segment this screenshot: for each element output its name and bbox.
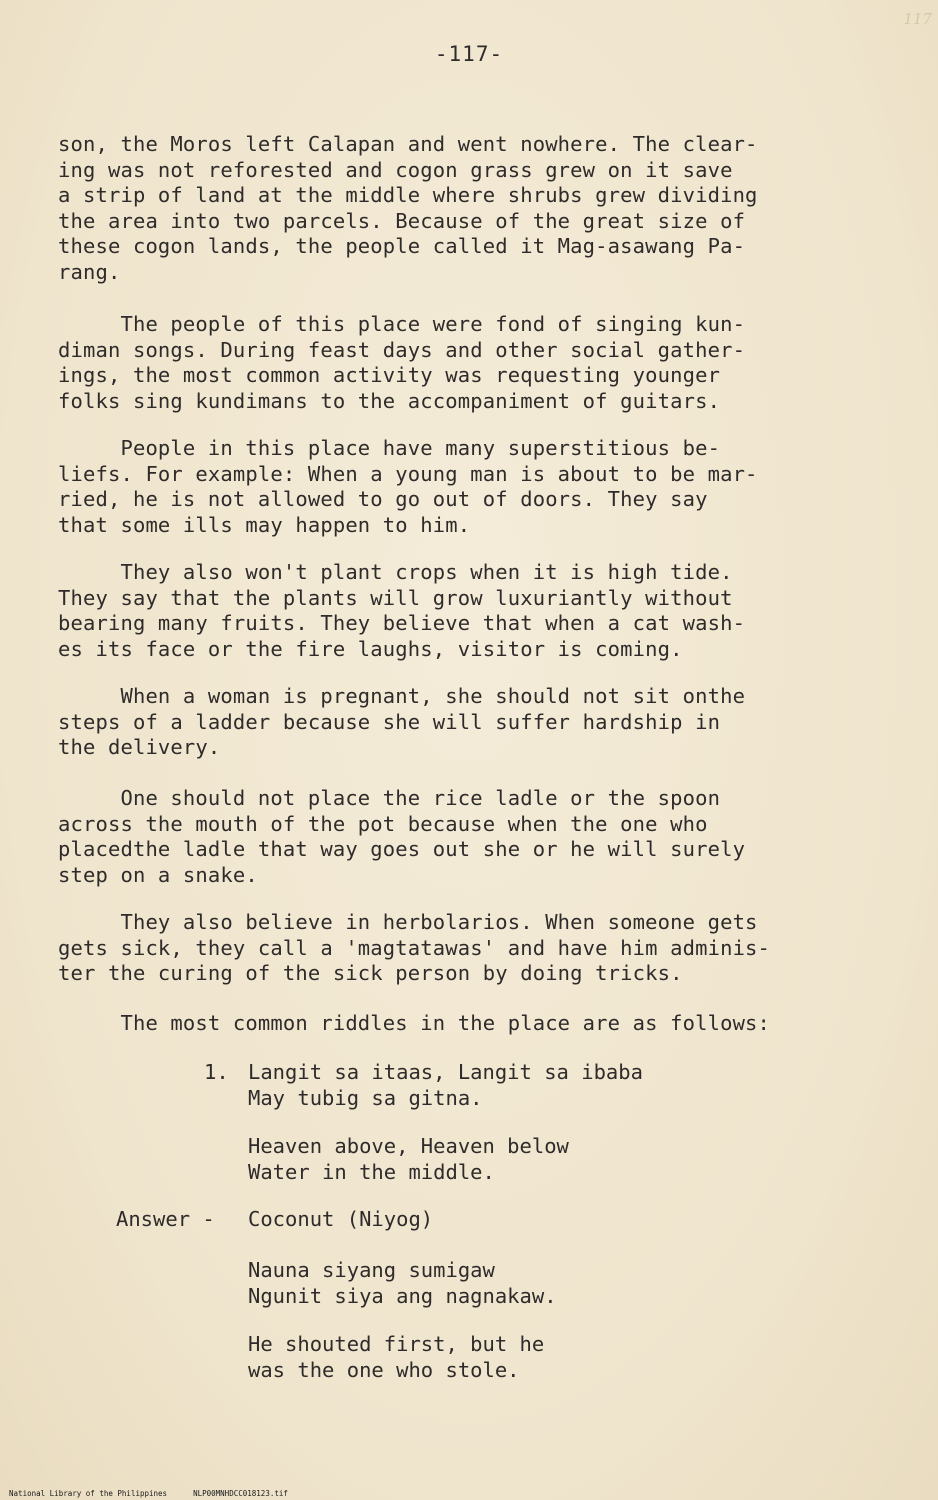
footer-file-name: NLP00MNHDCC018123.tif bbox=[193, 1489, 288, 1498]
riddle-next-original: Nauna siyang sumigaw Ngunit siya ang nagnakaw. bbox=[248, 1258, 557, 1308]
riddle-answer-label: Answer - bbox=[116, 1207, 215, 1231]
footer-archive-name: National Library of the Philippines bbox=[9, 1489, 168, 1498]
riddle-translation: Heaven above, Heaven below Water in the middle. bbox=[248, 1134, 569, 1184]
riddle-answer: Coconut (Niyog) bbox=[248, 1207, 434, 1231]
paragraph-rice-ladle: One should not place the rice ladle or the spoon across the mouth of the pot because when the one who placedthe ladle that way goes out she or he will surely step on a snake. bbox=[58, 786, 746, 887]
scan-footer bbox=[0, 1480, 288, 1498]
riddle-next-translation: He shouted first, but he was the one who stole. bbox=[248, 1332, 545, 1382]
riddle-number: 1. bbox=[204, 1060, 229, 1084]
page-number: -117- bbox=[434, 42, 504, 66]
paragraph-herbolarios: They also believe in herbolarios. When someone gets gets sick, they call a 'magtatawas' and have him adminis- ter the curing of the sick person by doing tricks. bbox=[58, 910, 771, 985]
paragraph-superstitions: People in this place have many superstitious be- liefs. For example: When a young man is about to be mar- ried, he is not allowed to go out of doors. They say that some ills may happen to him. bbox=[58, 436, 758, 537]
paragraph-moros-calapan: son, the Moros left Calapan and went nowhere. The clear- ing was not reforested and cogon grass grew on it save a strip of land at the middle where shrubs grew dividing the area into two parcels. Because of the great size of these cogon lands, the people called it Mag-asawang Pa- rang. bbox=[58, 132, 758, 284]
paragraph-high-tide: They also won't plant crops when it is high tide. They say that the plants will grow luxuriantly without bearing many fruits. They believe that when a cat wash- es its face or the fire laughs, visitor is coming. bbox=[58, 560, 746, 661]
riddle-original-text: Langit sa itaas, Langit sa ibaba May tubig sa gitna. bbox=[248, 1060, 643, 1110]
paragraph-kundiman-songs: The people of this place were fond of singing kun- diman songs. During feast days and other social gather- ings, the most common activity was requesting younger folks sing kundimans to the accompaniment of guitars. bbox=[58, 312, 746, 413]
paragraph-riddles-intro: The most common riddles in the place are as follows: bbox=[58, 1011, 771, 1035]
corner-page-note: 117 bbox=[903, 10, 932, 28]
paragraph-pregnant-woman: When a woman is pregnant, she should not sit onthe steps of a ladder because she will suffer hardship in the delivery. bbox=[58, 684, 746, 759]
